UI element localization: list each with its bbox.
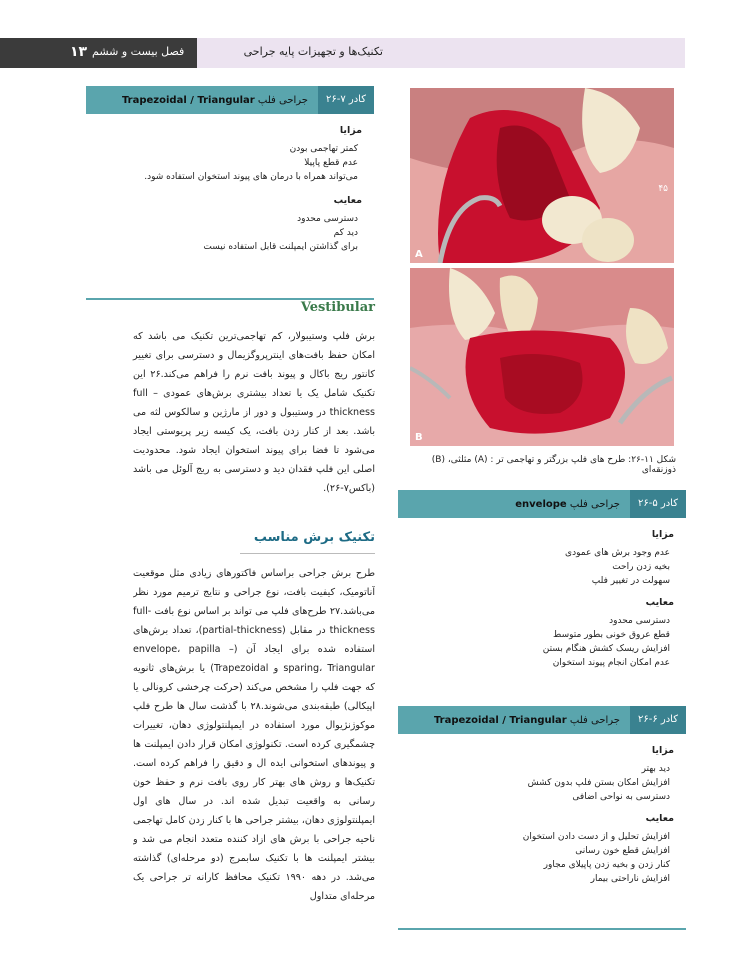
clinical-photo-b: [410, 268, 674, 446]
photo-a-label: A: [415, 249, 423, 260]
list-item: دسترسی محدود: [297, 214, 358, 224]
list-item: می‌تواند همراه با درمان های پیوند استخوان استفاده شود.: [144, 172, 358, 182]
section-divider: [240, 553, 375, 554]
vestibular-heading: Vestibular: [300, 300, 375, 315]
box-tag: کادر ۵-۲۶: [630, 490, 686, 518]
disadvantages-heading: معایب: [645, 597, 674, 608]
list-item: دید بهتر: [641, 764, 670, 774]
list-item: افزایش امکان بستن فلپ بدون کشش: [527, 778, 670, 788]
box-title-fa: جراحی فلپ: [569, 498, 620, 510]
chapter-label: فصل بیست و ششم: [92, 45, 185, 58]
clinical-photo-a: [410, 88, 674, 263]
section-paragraph: طرح برش جراحی براساس فاکتورهای زیادی مثل موقعیت آناتومیک، کیفیت بافت، نوع جراحی و نتایج ترمیم مورد نظر می‌باشد.۲۷ طرح‌های فلپ می تواند بر اساس نوع بافت full-thickness در مقابل (partial-thickness)، تعداد برش‌های استفاده شده برای ایجاد آن (envelope، papilla – sparing، Triangular و Trapezoidal) یا برش‌های ثانویه که جهت فلپ را مشخص می‌کند (حرکت چرخشی کرونالی یا اپیکالی) طبقه‌بندی می‌شوند.۲۸ با گذشت سال ها طرح فلپ موکوژنژیوال مورد استفاده در ایمپلنتولوژی دهان، تغییرات چشمگیری کرده است. تکنولوژی امکان قرار دادن ایمپلنت ها و پیوندهای استخوانی ایده ال و دقیق را فراهم کرده است. تکنیک‌ها و روش های بهتر کار روی بافت نرم و حفظ خون رسانی به واقعیت تبدیل شده اند. در سال های اول ایمپلنتولوژی دهان، بیشتر جراحی ها با کنار زدن کامل تهاجمی ناحیه جراحی با برش های ازاد کننده متعدد انجام می شد و بیشتر ایمپلنت ها با تکنیک سابمرج (دو مرحله‌ای) گذاشته می‌شد. در دهه ۱۹۹۰ تکنیک محافظ کارانه تر جراحی یک مرحله‌ای متداول: [133, 568, 375, 902]
advantages-list: [94, 142, 362, 184]
photo-b-label: B: [415, 432, 423, 443]
list-item: بخیه زدن راحت: [612, 562, 670, 572]
list-item: افزایش ناراحتی بیمار: [590, 874, 670, 884]
box-title: [122, 95, 318, 106]
box-title-en: Trapezoidal / Triangular: [121, 94, 255, 106]
list-item: افزایش قطع خون رسانی: [575, 846, 670, 856]
list-item: افزایش تحلیل و از دست دادن استخوان: [522, 832, 670, 842]
list-item: سهولت در تغییر فلپ: [591, 576, 670, 586]
disadvantages-heading: معایب: [645, 813, 674, 824]
advantages-heading: مزایا: [651, 745, 674, 756]
list-item: دسترسی محدود: [609, 616, 670, 626]
box-header-bar: [86, 86, 374, 114]
photo-b-illustration: [410, 268, 674, 446]
list-item: عدم امکان انجام پیوند استخوان: [552, 658, 670, 668]
list-item: دید کم: [333, 228, 358, 238]
box-title-en: envelope: [515, 498, 567, 510]
advantages-list: [406, 762, 674, 804]
box-title-fa: جراحی فلپ: [257, 94, 308, 106]
list-item: کنار زدن و بخیه زدن پاپیلای مجاور: [543, 860, 670, 870]
list-item: عدم وجود برش های عمودی: [565, 548, 670, 558]
section-heading: تکنیک برش مناسب: [253, 530, 375, 545]
list-item: افزایش ریسک کشش هنگام بستن: [542, 644, 670, 654]
box-header-bar: [398, 490, 686, 518]
disadvantages-heading: معایب: [333, 195, 362, 206]
box-tag: کادر ۶-۲۶: [630, 706, 686, 734]
photo-a-illustration: [410, 88, 674, 263]
list-item: دسترسی به نواحی اضافی: [572, 792, 670, 802]
box-tag: کادر ۷-۲۶: [318, 86, 374, 114]
box-trapezoidal-top: [86, 86, 374, 300]
box-title-fa: جراحی فلپ: [569, 714, 620, 726]
box-body: [398, 518, 686, 712]
box-trapezoidal-bottom: [398, 706, 686, 930]
disadvantages-list: [94, 212, 362, 254]
box-envelope: [398, 490, 686, 712]
disadvantages-list: [406, 614, 674, 670]
advantages-heading: مزایا: [339, 125, 362, 136]
header-chapter-block: [0, 38, 197, 68]
advantages-heading: مزایا: [651, 529, 674, 540]
advantages-list: [406, 546, 674, 588]
box-title: [515, 499, 630, 510]
running-header: [0, 38, 685, 68]
disadvantages-list: [406, 830, 674, 886]
header-title: تکنیک‌ها و تجهیزات پایه جراحی: [243, 45, 383, 58]
list-item: برای گذاشتن ایمپلنت قابل استفاده نیست: [203, 242, 358, 252]
list-item: کمتر تهاجمی بودن: [289, 144, 358, 154]
box-title: [434, 715, 630, 726]
list-item: عدم قطع پاپیلا: [304, 158, 358, 168]
box-body: [86, 114, 374, 300]
vestibular-paragraph: برش فلپ وستیبولار، کم تهاجمی‌ترین تکنیک می باشد که امکان حفظ بافت‌های اینترپروگزیمال و دسترسی برای تغییر کانتور ریج باکال و پیوند بافت نرم را فراهم می‌کند.۲۶ این تکنیک شامل یک یا تعداد بیشتری برش‌های عمودی full – thickness در وستیبول و دور از مارژین و سالکوس لثه می باشد. بعد از کنار زدن بافت، یک کیسه زیر پریوستی ایجاد می‌شود تا فضا برای پیوند استخوان ایجاد شود. محدودیت اصلی این فلپ فقدان دید و دسترسی به ریج آلوئل می باشد (باکس۷-۲۶).: [133, 331, 375, 494]
figure-caption: شکل ۱۱-۲۶: طرح های فلپ بزرگتر و تهاجمی تر : (A) مثلثی، (B) ذوزنقه‌ای: [431, 455, 676, 475]
box-body: [398, 734, 686, 930]
box-header-bar: [398, 706, 686, 734]
page-number: ۱۳: [70, 44, 88, 60]
box-title-en: Trapezoidal / Triangular: [433, 714, 567, 726]
list-item: قطع عروق خونی بطور متوسط: [553, 630, 670, 640]
photo-watermark: ۴۵: [658, 184, 668, 194]
